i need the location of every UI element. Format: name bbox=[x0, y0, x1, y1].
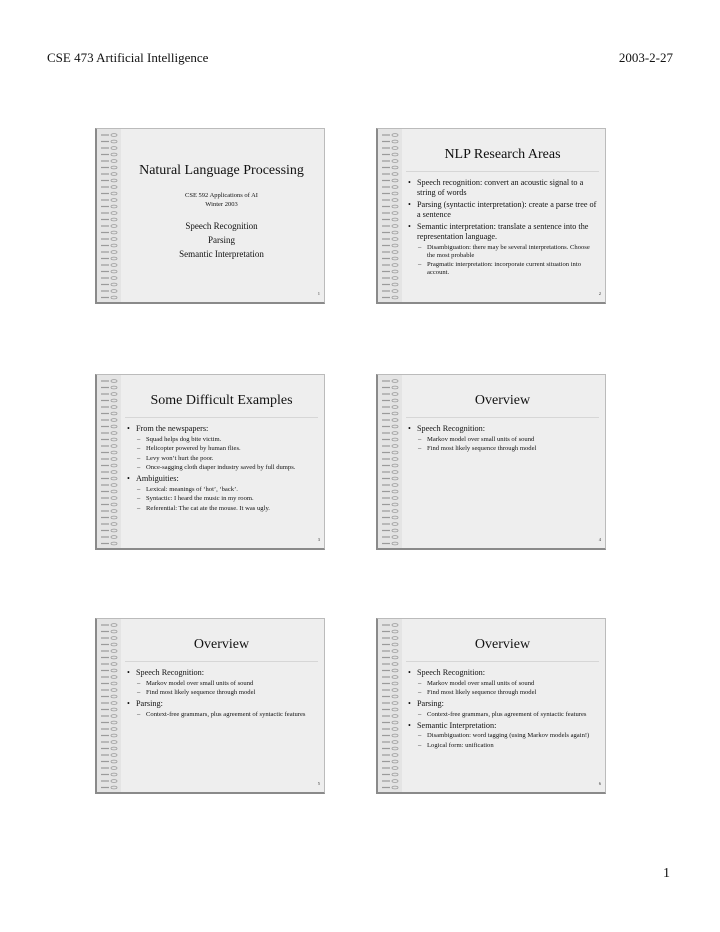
slide-5 bbox=[95, 618, 325, 794]
bullet-text: Semantic Interpretation: bbox=[417, 720, 497, 730]
bullet-item bbox=[406, 178, 599, 198]
sub-bullet-item: – Markov model over small units of sound bbox=[417, 680, 599, 688]
title-divider bbox=[125, 661, 318, 662]
rail-pattern-icon bbox=[97, 375, 121, 551]
title-divider bbox=[406, 661, 599, 662]
bullet-item bbox=[406, 222, 599, 277]
bullet-list bbox=[406, 668, 599, 750]
sub-bullet-list bbox=[136, 680, 318, 698]
slide-rail-decoration bbox=[378, 619, 402, 792]
bullet-text: Speech Recognition: bbox=[136, 668, 204, 677]
slide-rail-decoration bbox=[97, 619, 121, 792]
slide-title: Natural Language Processing bbox=[139, 163, 304, 178]
bullet-list bbox=[125, 424, 318, 513]
sub-bullet-list bbox=[136, 436, 318, 473]
rail-pattern-icon bbox=[378, 619, 402, 795]
bullet-list bbox=[406, 424, 599, 453]
sub-bullet-list bbox=[417, 244, 599, 278]
sub-bullet-item: – Find most likely sequence through model bbox=[417, 689, 599, 697]
sub-bullet-item: – Lexical: meanings of ‘hot’, ‘back’. bbox=[136, 486, 318, 494]
slide-number: 2 bbox=[598, 291, 601, 296]
slide-1 bbox=[95, 128, 325, 304]
title-divider bbox=[406, 171, 599, 172]
sub-bullet-item: – Squad helps dog bite victim. bbox=[136, 436, 318, 444]
bullet-text: Parsing: bbox=[136, 699, 163, 708]
bullet-item bbox=[125, 474, 318, 513]
bullet-list bbox=[125, 668, 318, 719]
slide-6 bbox=[376, 618, 606, 794]
bullet-item bbox=[406, 668, 599, 697]
rail-pattern-icon bbox=[97, 129, 121, 305]
title-divider bbox=[125, 417, 318, 418]
slide-2 bbox=[376, 128, 606, 304]
sub-bullet-item: – Logical form: unification bbox=[417, 742, 599, 750]
bullet-text: Semantic interpretation: translate a sentence into the representation language. bbox=[417, 222, 589, 241]
topic-item: Speech Recognition bbox=[185, 221, 258, 231]
bullet-item bbox=[406, 200, 599, 220]
topic-item: Parsing bbox=[208, 235, 235, 245]
header-course-title: CSE 473 Artificial Intelligence bbox=[47, 50, 209, 65]
sub-bullet-item: – Disambiguation: word tagging (using Markov models again!) bbox=[417, 732, 599, 740]
slide-title: Overview bbox=[193, 637, 250, 652]
slide-subtitle bbox=[125, 191, 318, 209]
bullet-item bbox=[406, 721, 599, 750]
sub-bullet-item: – Helicopter powered by human flies. bbox=[136, 445, 318, 453]
bullet-item bbox=[406, 424, 599, 453]
sub-bullet-item: – Find most likely sequence through model bbox=[136, 689, 318, 697]
sub-bullet-item: – Syntactic: I heard the music in my room. bbox=[136, 495, 318, 503]
slide-number: 5 bbox=[317, 781, 320, 786]
sub-bullet-list bbox=[136, 711, 318, 719]
slide-title: Some Difficult Examples bbox=[150, 393, 293, 408]
bullet-text: Parsing (syntactic interpretation): create a parse tree of a sentence bbox=[417, 200, 597, 219]
sub-bullet-item: – Find most likely sequence through model bbox=[417, 445, 599, 453]
slide-rail-decoration bbox=[97, 129, 121, 302]
sub-bullet-item: – Pragmatic interpretation: incorporate current situation into account. bbox=[417, 261, 599, 277]
slide-number: 3 bbox=[317, 537, 320, 542]
slide-rail-decoration bbox=[97, 375, 121, 548]
rail-pattern-icon bbox=[378, 375, 402, 551]
sub-bullet-list bbox=[136, 486, 318, 513]
bullet-text: Speech recognition: convert an acoustic signal to a string of words bbox=[417, 178, 584, 197]
slide-title: NLP Research Areas bbox=[444, 147, 561, 162]
bullet-item bbox=[125, 668, 318, 697]
subtitle-line: CSE 592 Applications of AI bbox=[185, 192, 258, 199]
bullet-item bbox=[125, 699, 318, 719]
sub-bullet-item: – Referential: The cat ate the mouse. It was ugly. bbox=[136, 505, 318, 513]
slide-number: 4 bbox=[598, 537, 601, 542]
bullet-item bbox=[406, 699, 599, 719]
bullet-text: From the newspapers: bbox=[136, 424, 209, 433]
rail-pattern-icon bbox=[97, 619, 121, 795]
sub-bullet-item: – Disambiguation: there may be several interpretations. Choose the most probable bbox=[417, 244, 599, 260]
slide-3 bbox=[95, 374, 325, 550]
page-number: 1 bbox=[663, 866, 670, 881]
subtitle-line: Winter 2003 bbox=[205, 201, 238, 208]
sub-bullet-item: – Markov model over small units of sound bbox=[417, 436, 599, 444]
sub-bullet-item: – Levy won’t hurt the poor. bbox=[136, 455, 318, 463]
bullet-text: Ambiguities: bbox=[136, 474, 179, 483]
slide-title: Overview bbox=[474, 393, 531, 408]
header-date: 2003-2-27 bbox=[618, 50, 673, 65]
rail-pattern-icon bbox=[378, 129, 402, 305]
sub-bullet-list bbox=[417, 711, 599, 719]
slide-rail-decoration bbox=[378, 129, 402, 302]
slide-4 bbox=[376, 374, 606, 550]
slide-number: 1 bbox=[317, 291, 320, 296]
topic-item: Semantic Interpretation bbox=[179, 249, 264, 259]
sub-bullet-item: – Once-sagging cloth diaper industry saved by full dumps. bbox=[136, 464, 318, 472]
slide-title: Overview bbox=[474, 637, 531, 652]
slide-topics bbox=[125, 219, 318, 261]
sub-bullet-item: – Markov model over small units of sound bbox=[136, 680, 318, 688]
slide-rail-decoration bbox=[378, 375, 402, 548]
bullet-list bbox=[406, 178, 599, 277]
sub-bullet-item: – Context-free grammars, plus agreement of syntactic features bbox=[136, 711, 318, 719]
slide-number: 6 bbox=[598, 781, 601, 786]
bullet-text: Speech Recognition: bbox=[417, 424, 485, 433]
bullet-text: Speech Recognition: bbox=[417, 668, 485, 677]
sub-bullet-item: – Context-free grammars, plus agreement of syntactic features bbox=[417, 711, 599, 719]
sub-bullet-list bbox=[417, 680, 599, 698]
bullet-item bbox=[125, 424, 318, 472]
title-divider bbox=[406, 417, 599, 418]
sub-bullet-list bbox=[417, 732, 599, 750]
sub-bullet-list bbox=[417, 436, 599, 454]
bullet-text: Parsing: bbox=[417, 699, 444, 708]
